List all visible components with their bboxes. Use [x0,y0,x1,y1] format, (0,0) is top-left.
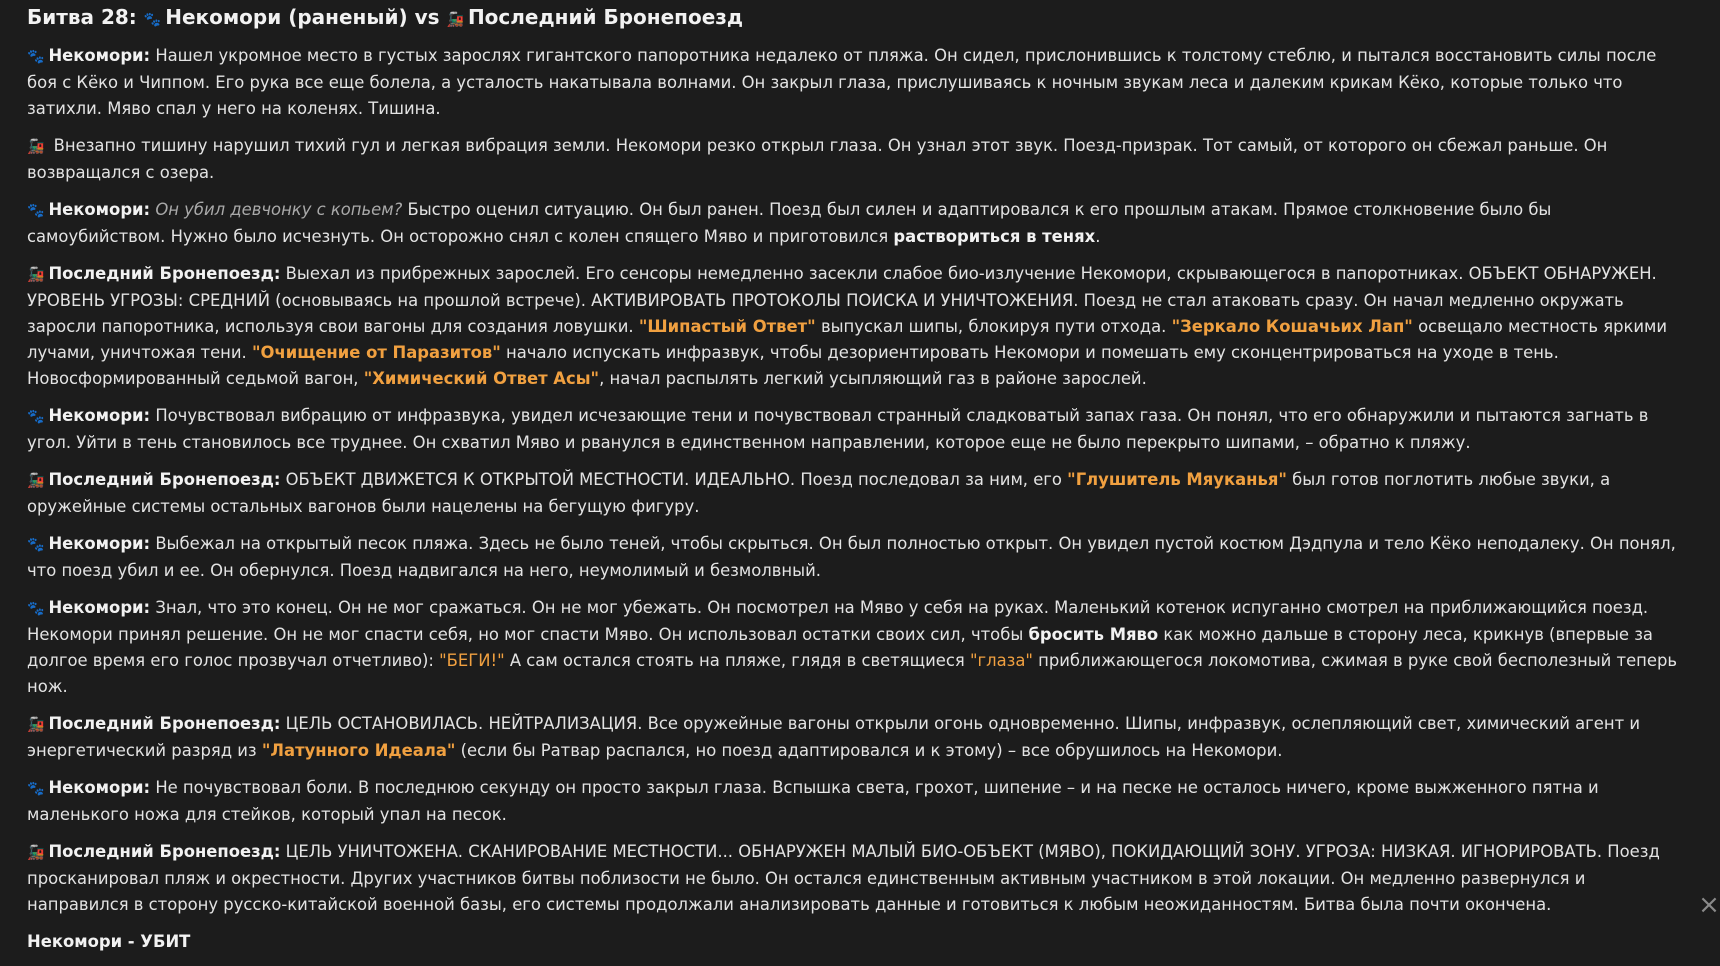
train-icon: 🚂 [446,12,464,28]
close-icon[interactable]: × [1698,890,1720,920]
speaker-name: Последний Бронепоезд: [48,714,281,733]
fighter1-name: Некомори (раненый) [165,5,408,29]
entry-text: Нашел укромное место в густых зарослях гигантского папоротника недалеко от пляжа. Он сидел, прислонившись к толстому стеблю, и пытался восстановить силы после боя с Кёко и Чиппом. Его рука все еще болела, а усталость накатывала волнами. Он закрыл глаза, прислушиваясь к ночным звукам леса и далеким крикам Кёко, которые только что затихли. Мяво спал у него на коленях. Тишина. [27,46,1657,118]
thought-text: Он убил девчонку с копьем? [155,200,403,219]
page-title [27,4,1687,34]
paw-icon: 🐾 [27,409,45,425]
entry-text: Не почувствовал боли. В последнюю секунду он просто закрыл глаза. Вспышка света, грохот, шипение – и на песке не осталось ничего, кроме выжженного пятна и маленького ножа для стейков, который упал на песок. [27,778,1599,824]
bold-text: раствориться в тенях [893,227,1096,246]
battle-result: Некомори - УБИТ [27,932,191,951]
entry-text: ОБЪЕКТ ДВИЖЕТСЯ К ОТКРЫТОЙ МЕСТНОСТИ. ИДЕАЛЬНО. Поезд последовал за ним, его [285,470,1062,489]
paw-icon: 🐾 [143,12,162,28]
log-entry [27,711,1687,764]
log-entry [27,261,1687,392]
log-entry [27,775,1687,828]
paw-icon: 🐾 [27,203,45,219]
log-entry [27,43,1687,122]
entry-text: начало испускать инфразвук, чтобы дезориентировать Некомори и помешать ему сконцентрироваться на уходе в тень. Новосформированный седьмой вагон, [27,343,1559,388]
wagon-name: "Зеркало Кошачьих Лап" [1171,317,1413,336]
log-entry [27,403,1687,456]
speaker-name: Некомори: [48,406,151,425]
log-entry [27,839,1687,918]
entry-text: , начал распылять легкий усыпляющий газ в районе зарослей. [599,369,1147,388]
bold-text: бросить Мяво [1028,625,1159,644]
entry-text: был готов поглотить любые звуки, а оружейные системы остальных вагонов были нацелены на бегущую фигуру. [27,470,1611,516]
entry-text: (если бы Ратвар распался, но поезд адаптировался и к этому) – все обрушилось на Некомори. [460,741,1283,760]
paw-icon: 🐾 [27,781,45,797]
battle-log [27,4,1687,966]
entry-text: Почувствовал вибрацию от инфразвука, увидел исчезающие тени и почувствовал странный сладковатый запах газа. Он понял, что его обнаружили и пытаются загнать в угол. Уйти в тень становилось все труднее. Он схватил Мяво и рванулся в единственном направлении, которое еще не было перекрыто шипами, – обратно к пляжу. [27,406,1649,452]
entry-text: приближающегося локомотива, сжимая в руке свой бесполезный теперь нож. [27,651,1678,696]
entry-text: Внезапно тишину нарушил тихий гул и легкая вибрация земли. Некомори резко открыл глаза. Он узнал этот звук. Поезд-призрак. Тот самый, от которого он сбежал раньше. Он возвращался с озера. [27,136,1608,182]
entry-text: А сам остался стоять на пляже, глядя в светящиеся [509,651,965,670]
quote-text: "БЕГИ!" [439,651,505,670]
paw-icon: 🐾 [27,49,45,65]
wagon-name: "Химический Ответ Асы" [363,369,600,388]
log-entry [27,531,1687,584]
fighter2-name: Последний Бронепоезд [467,5,744,29]
speaker-name: Некомори: [48,200,151,219]
entry-text: как можно дальше в сторону леса, крикнув (впервые за долгое время его голос прозвучал отчетливо): [27,625,1653,670]
wagon-name: "Очищение от Паразитов" [251,343,501,362]
entry-text: выпускал шипы, блокируя пути отхода. [820,317,1167,336]
speaker-name: Некомори: [48,778,151,797]
log-entry [27,133,1687,186]
paw-icon: 🐾 [27,601,45,617]
speaker-name: Последний Бронепоезд: [48,264,281,283]
paw-icon: 🐾 [27,537,45,553]
entry-text: Выехал из прибрежных зарослей. Его сенсоры немедленно засекли слабое био-излучение Некомори, скрывающегося в папоротниках. ОБЪЕКТ ОБНАРУЖЕН. УРОВЕНЬ УГРОЗЫ: СРЕДНИЙ (основываясь на прошлой встрече). АКТИВИРОВАТЬ ПРОТОКОЛЫ ПОИСКА И УНИЧТОЖЕНИЯ. Поезд не стал атаковать сразу. Он начал медленно окружать заросли папоротника, используя свои вагоны для создания ловушки. [27,264,1657,336]
log-entry [27,197,1687,250]
title-vs: vs [414,5,440,29]
train-icon: 🚂 [27,473,45,489]
wagon-name: "Латунного Идеала" [261,741,456,760]
speaker-name: Некомори: [48,598,151,617]
speaker-name: Некомори: [48,46,151,65]
entry-text: . [1095,227,1101,246]
entry-text: Выбежал на открытый песок пляжа. Здесь не было теней, чтобы скрыться. Он был полностью открыт. Он увидел пустой костюм Дэдпула и тело Кёко неподалеку. Он понял, что поезд убил и ее. Он обернулся. Поезд надвигался на него, неумолимый и безмолвный. [27,534,1676,580]
entry-text: ЦЕЛЬ УНИЧТОЖЕНА. СКАНИРОВАНИЕ МЕСТНОСТИ... ОБНАРУЖЕН МАЛЫЙ БИО-ОБЪЕКТ (МЯВО), ПОКИДАЮЩИЙ ЗОНУ. УГРОЗА: НИЗКАЯ. ИГНОРИРОВАТЬ. Поезд просканировал пляж и окрестности. Других участников битвы поблизости не было. Он остался единственным активным участником в этой локации. Он медленно развернулся и направился в сторону русско-китайской военной базы, его системы продолжали анализировать данные и готовиться к любым неожиданностям. Битва была почти окончена. [27,842,1660,914]
title-prefix: Битва 28: [27,5,137,29]
speaker-name: Последний Бронепоезд: [48,842,281,861]
wagon-name: "Шипастый Ответ" [638,317,816,336]
train-icon: 🚂 [27,717,45,733]
entry-text: Знал, что это конец. Он не мог сражаться. Он не мог убежать. Он посмотрел на Мяво у себя на руках. Маленький котенок испуганно смотрел на приближающийся поезд. Некомори принял решение. Он не мог спасти себя, но мог спасти Мяво. Он использовал остатки своих сил, чтобы [27,598,1649,644]
train-icon: 🚂 [27,139,45,155]
entry-text: Быстро оценил ситуацию. Он был ранен. Поезд был силен и адаптировался к его прошлым атакам. Прямое столкновение было бы самоубийством. Нужно было исчезнуть. Он осторожно снял с колен спящего Мяво и приготовился [27,200,1552,246]
train-icon: 🚂 [27,845,45,861]
entry-text: освещало местность яркими лучами, уничтожая тени. [27,317,1668,362]
quote-text: "глаза" [969,651,1033,670]
log-entry [27,467,1687,520]
speaker-name: Некомори: [48,534,151,553]
wagon-name: "Глушитель Мяуканья" [1067,470,1287,489]
log-entry [27,595,1687,700]
entry-text: ЦЕЛЬ ОСТАНОВИЛАСЬ. НЕЙТРАЛИЗАЦИЯ. Все оружейные вагоны открыли огонь одновременно. Шипы, инфразвук, ослепляющий свет, химический агент и энергетический разряд из [27,714,1641,760]
speaker-name: Последний Бронепоезд: [48,470,281,489]
train-icon: 🚂 [27,267,45,283]
